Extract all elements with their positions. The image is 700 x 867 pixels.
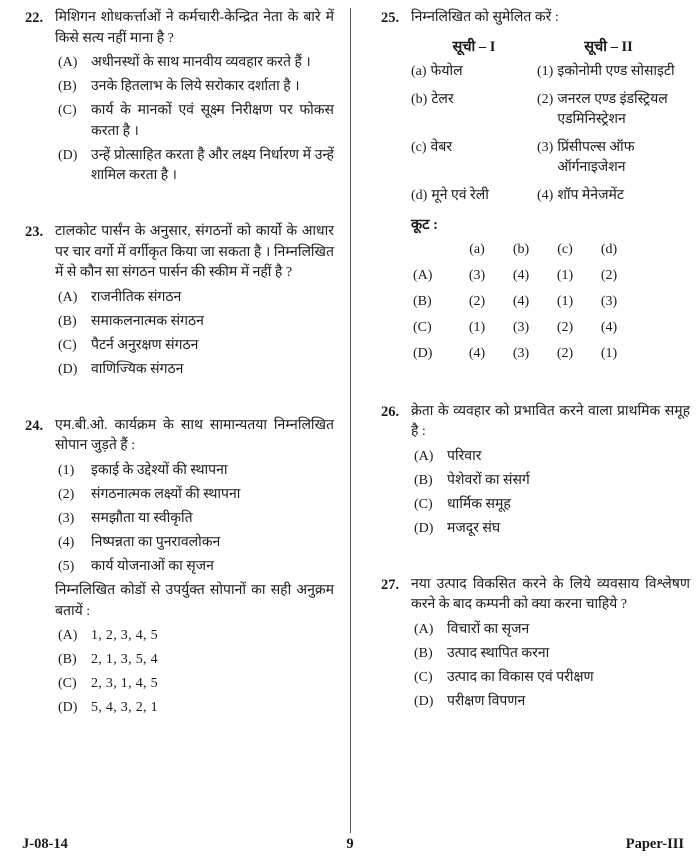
- question-27: [374, 575, 690, 716]
- options-list: [55, 288, 334, 381]
- option-text: समाकलनात्मक संगठन: [91, 313, 204, 329]
- answer-key-row-a[interactable]: [411, 266, 690, 285]
- list-1-item-value: टेलर: [431, 91, 454, 107]
- option-label: (C): [58, 676, 77, 691]
- answer-key-cell: (4): [600, 319, 618, 335]
- list-2-item: [537, 186, 690, 206]
- answer-key-cell: (3): [468, 267, 486, 283]
- list-1-item-key: (b): [411, 91, 428, 107]
- list-2-item: [537, 138, 690, 178]
- question-text: क्रेता के व्यवहार को प्रभावित करने वाला प्राथमिक समूह है :: [411, 403, 690, 439]
- left-column: [0, 0, 350, 820]
- options-list: [55, 626, 334, 719]
- question-26: [374, 402, 690, 543]
- option-text: 2, 1, 3, 5, 4: [91, 652, 158, 667]
- answer-key-header-d: (d): [600, 241, 618, 257]
- list-1-item-key: (a): [411, 63, 427, 79]
- answer-key-row-label: (A): [413, 267, 433, 283]
- question-text: नया उत्पाद विकसित करने के लिये व्यवसाय विश्लेषण करने के बाद कम्पनी को क्या करना चाहिये ?: [411, 576, 690, 612]
- question-body: [55, 416, 334, 723]
- option-text: 5, 4, 3, 2, 1: [91, 700, 158, 715]
- option-label: (C): [414, 496, 433, 512]
- question-body: [411, 402, 690, 543]
- step-label: (5): [58, 558, 75, 574]
- matching-row: [411, 90, 690, 130]
- option-text: विचारों का सृजन: [447, 621, 530, 637]
- option-label: (C): [58, 337, 77, 353]
- answer-key-cell: (4): [468, 345, 486, 361]
- matching-row: [411, 186, 690, 206]
- spacer: [374, 549, 690, 575]
- list-1-header: सूची – I: [452, 38, 496, 55]
- option-b[interactable]: [55, 77, 334, 98]
- list-1-item-value: वेबर: [430, 139, 453, 155]
- options-list: [411, 447, 690, 540]
- matching-row: [411, 138, 690, 178]
- question-number: 27.: [381, 576, 400, 593]
- list-1-item: [411, 186, 537, 206]
- list-2-item-key: (2): [537, 91, 554, 107]
- option-label: (B): [414, 472, 433, 488]
- answer-key-header-a: (a): [469, 241, 485, 257]
- question-25: [374, 8, 690, 370]
- step-2: [55, 485, 334, 506]
- footer-paper-label: Paper-III: [625, 836, 684, 852]
- option-text: वाणिज्यिक संगठन: [91, 361, 184, 377]
- step-text: इकाई के उद्देश्यों की स्थापना: [91, 462, 228, 478]
- option-text: पैटर्न अनुरक्षण संगठन: [91, 337, 199, 353]
- option-text: उन्हें प्रोत्साहित करता है और लक्ष्य निर्धारण में उन्हें शामिल करता है ।: [91, 147, 334, 183]
- steps-list: [55, 461, 334, 578]
- option-d[interactable]: [55, 698, 334, 719]
- options-list: [55, 53, 334, 187]
- option-text: धार्मिक समूह: [447, 496, 511, 512]
- question-22: [18, 8, 334, 190]
- list-1-item: [411, 138, 537, 158]
- list-1-item-key: (c): [411, 139, 427, 155]
- answer-key-cell: (3): [600, 293, 618, 309]
- answer-key-row-label: (B): [413, 293, 432, 309]
- answer-key-cell: (2): [468, 293, 486, 309]
- option-label: (A): [58, 289, 78, 305]
- option-label: (A): [58, 55, 78, 70]
- option-a[interactable]: [411, 620, 690, 641]
- question-number: 24.: [25, 417, 44, 434]
- option-a[interactable]: [55, 626, 334, 647]
- option-label: (D): [58, 700, 78, 715]
- answer-key-cell: (4): [512, 267, 530, 283]
- answer-key-row-label: (D): [413, 345, 433, 361]
- option-d[interactable]: [411, 519, 690, 540]
- answer-key-cell: (3): [512, 345, 530, 361]
- question-24: [18, 416, 334, 723]
- answer-key-row-label: (C): [413, 319, 432, 335]
- option-text: 2, 3, 1, 4, 5: [91, 676, 158, 691]
- list-1-item-value: मूने एवं रेली: [431, 187, 489, 203]
- list-1-item-value: फेयोल: [430, 63, 463, 79]
- option-c[interactable]: [411, 668, 690, 689]
- step-text: संगठनात्मक लक्ष्यों की स्थापना: [91, 486, 241, 502]
- code-label: कूट :: [411, 216, 438, 233]
- question-body: [55, 222, 334, 384]
- answer-key-header-row: [411, 240, 690, 259]
- option-label: (A): [414, 621, 434, 637]
- list-2-item-value: जनरल एण्ड इंडस्ट्रियल एडमिनिस्ट्रेशन: [557, 91, 668, 127]
- option-label: (D): [58, 147, 78, 163]
- option-text: 1, 2, 3, 4, 5: [91, 628, 158, 643]
- question-sub-text: निम्नलिखित कोडों से उपर्युक्त सोपानों का सही अनुक्रम बतायें :: [55, 583, 334, 619]
- option-text: मजदूर संघ: [447, 520, 501, 536]
- question-body: [411, 575, 690, 716]
- answer-key-cell: (4): [512, 293, 530, 309]
- option-a[interactable]: [55, 53, 334, 74]
- answer-key-cell: (2): [556, 345, 574, 361]
- answer-key-row-d[interactable]: [411, 344, 690, 363]
- option-d[interactable]: [411, 692, 690, 713]
- question-number: 25.: [381, 10, 400, 26]
- matching-row: [411, 62, 690, 82]
- spacer: [374, 376, 690, 402]
- option-label: (C): [414, 669, 433, 685]
- question-text: टालकोट पार्संन के अनुसार, संगठनों को कार्यो के आधार पर चार वर्गो में वर्गीकृत किया जा सकता है । निम्नलिखित में से कौन सा संगठन पार्सन की स्कीम में नहीं है ?: [55, 224, 334, 280]
- list-2-item-key: (3): [537, 139, 554, 155]
- answer-key-header-c: (c): [557, 241, 573, 257]
- list-2-item-value: प्रिंसीपल्स ऑफ ऑर्गनाइजेशन: [557, 139, 635, 175]
- option-label: (A): [414, 448, 434, 464]
- footer-paper-code: J-08-14: [22, 836, 68, 852]
- answer-key-cell: (1): [468, 319, 486, 335]
- question-text: एम.बी.ओ. कार्यक्रम के साथ सामान्यतया निम्नलिखित सोपान जुड़ते हैं :: [55, 417, 334, 453]
- option-label: (B): [414, 645, 433, 661]
- option-text: कार्य के मानकों एवं सूक्ष्म निरीक्षण पर फोकस करता है ।: [91, 103, 334, 139]
- options-list: [411, 620, 690, 713]
- question-23: [18, 222, 334, 384]
- list-2-item: [537, 62, 690, 82]
- list-2-item-key: (4): [537, 187, 554, 203]
- option-b[interactable]: [411, 644, 690, 665]
- answer-key-cell: (2): [600, 267, 618, 283]
- spacer: [18, 390, 334, 416]
- step-5: [55, 557, 334, 578]
- option-c[interactable]: [55, 101, 334, 142]
- answer-key-corner: [411, 240, 455, 259]
- option-a[interactable]: [411, 447, 690, 468]
- option-label: (B): [58, 313, 77, 329]
- question-number: 22.: [25, 10, 44, 26]
- answer-key-row-c[interactable]: [411, 318, 690, 337]
- question-number: 26.: [381, 403, 400, 420]
- question-number: 23.: [25, 224, 44, 240]
- footer-page-number: 9: [346, 836, 354, 852]
- option-label: (B): [58, 652, 77, 667]
- step-4: [55, 533, 334, 554]
- right-column: [350, 0, 700, 820]
- option-label: (D): [414, 520, 434, 536]
- step-label: (4): [58, 534, 75, 550]
- step-label: (3): [58, 510, 75, 526]
- option-label: (C): [58, 103, 77, 118]
- option-b[interactable]: [411, 471, 690, 492]
- option-label: (D): [414, 693, 434, 709]
- list-2-header: सूची – II: [584, 38, 633, 55]
- list-2-item-key: (1): [537, 63, 554, 79]
- option-d[interactable]: [55, 146, 334, 187]
- list-1-item-key: (d): [411, 187, 428, 203]
- question-text: मिशिगन शोधकर्त्ताओं ने कर्मचारी-केन्द्रित नेता के बारे में किसे सत्य नहीं माना है ?: [55, 10, 334, 46]
- answer-key-cell: (3): [512, 319, 530, 335]
- matching-table-header: [411, 36, 690, 56]
- question-body: [55, 8, 334, 190]
- option-d[interactable]: [55, 360, 334, 381]
- option-c[interactable]: [55, 336, 334, 357]
- step-text: कार्य योजनाओं का सृजन: [91, 558, 214, 574]
- option-c[interactable]: [411, 495, 690, 516]
- page-footer: [0, 836, 700, 858]
- option-c[interactable]: [55, 674, 334, 695]
- list-1-item: [411, 62, 537, 82]
- answer-key-cell: (1): [556, 293, 574, 309]
- option-text: उत्पाद स्थापित करना: [447, 645, 550, 661]
- spacer: [18, 196, 334, 222]
- answer-key-row-b[interactable]: [411, 292, 690, 311]
- list-2-item-value: इकोनोमी एण्ड सोसाइटी: [557, 63, 675, 79]
- step-text: समझौता या स्वीकृति: [91, 510, 193, 526]
- option-text: उत्पाद का विकास एवं परीक्षण: [447, 669, 594, 685]
- answer-key-cell: (1): [556, 267, 574, 283]
- option-text: अधीनस्थों के साथ मानवीय व्यवहार करते हैं ।: [91, 55, 311, 70]
- list-2-item-value: शॉप मेनेजमेंट: [557, 187, 624, 203]
- option-b[interactable]: [55, 312, 334, 333]
- option-label: (A): [58, 628, 78, 643]
- answer-key-cell: (2): [556, 319, 574, 335]
- step-label: (1): [58, 462, 75, 478]
- option-text: पेशेवरों का संसर्ग: [447, 472, 530, 488]
- answer-key-grid: [411, 240, 690, 363]
- answer-key-header-b: (b): [512, 241, 530, 257]
- option-b[interactable]: [55, 650, 334, 671]
- option-text: परिवार: [447, 448, 482, 464]
- step-label: (2): [58, 486, 75, 502]
- list-2-item: [537, 90, 690, 130]
- option-label: (D): [58, 361, 78, 377]
- option-label: (B): [58, 79, 77, 94]
- option-text: परीक्षण विपणन: [447, 693, 526, 709]
- option-a[interactable]: [55, 288, 334, 309]
- option-text: राजनीतिक संगठन: [91, 289, 182, 305]
- list-1-item: [411, 90, 537, 110]
- option-text: उनके हितलाभ के लिये सरोकार दर्शाता है ।: [91, 79, 300, 94]
- step-1: [55, 461, 334, 482]
- question-body: [411, 8, 690, 370]
- step-text: निष्पन्नता का पुनरावलोकन: [91, 534, 221, 550]
- question-text: निम्नलिखित को सुमेलित करें :: [411, 10, 559, 25]
- step-3: [55, 509, 334, 530]
- answer-key-cell: (1): [600, 345, 618, 361]
